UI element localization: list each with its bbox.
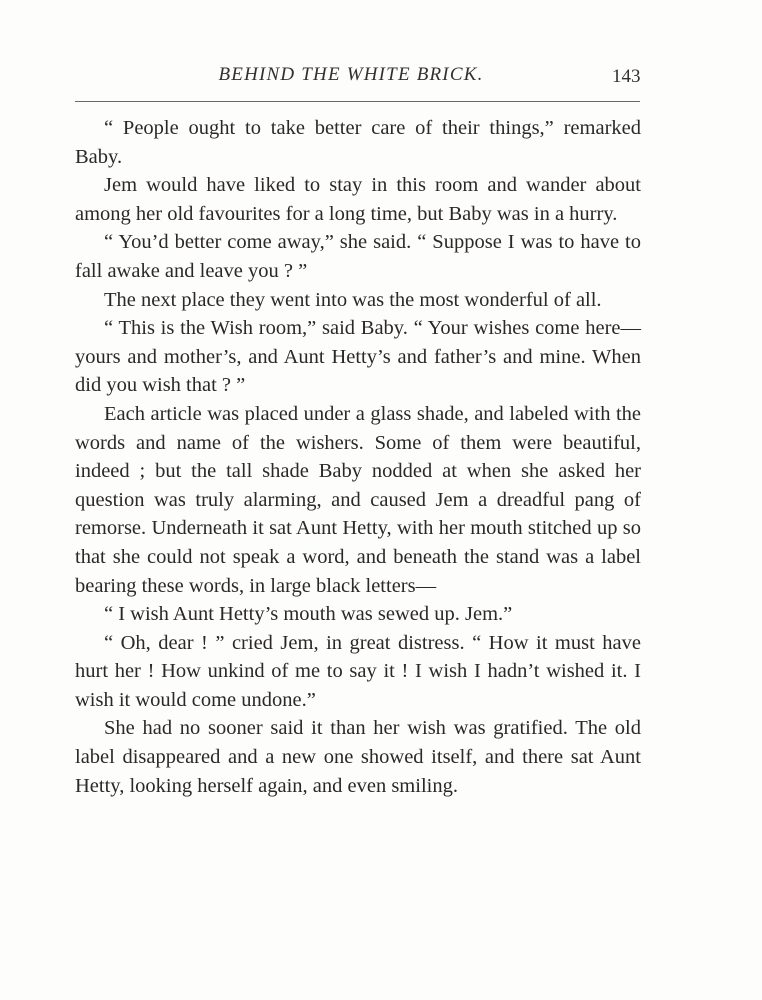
body-text [75,114,641,800]
paragraph-5: “ This is the Wish room,” said Baby. “ Your wishes come here—yours and mother’s, and Aunt Hetty’s and father’s and mine. When did you wish that ? ” [75,317,641,397]
paragraph-2: Jem would have liked to stay in this room and wander about among her old favourites for a long time, but Baby was in a hurry. [75,174,641,225]
paragraph-7: “ I wish Aunt Hetty’s mouth was sewed up. Jem.” [104,603,513,626]
paragraph-3: “ You’d better come away,” she said. “ Suppose I was to have to fall awake and leave you ? ” [75,231,641,282]
running-title: BEHIND THE WHITE BRICK. [218,64,484,85]
paragraph-4: The next place they went into was the most wonderful of all. [104,288,602,311]
running-head [0,60,762,96]
paragraph-8: “ Oh, dear ! ” cried Jem, in great distress. “ How it must have hurt her ! How unkind of me to say it ! I wish I hadn’t wished it. I wish it would come undone.” [75,631,641,711]
page-number: 143 [612,66,641,87]
header-rule [75,101,640,102]
paragraph-9: She had no sooner said it than her wish was gratified. The old label disappeared and a new one showed itself, and there sat Aunt Hetty, looking herself again, and even smiling. [75,717,641,797]
paragraph-6: Each article was placed under a glass shade, and labeled with the words and name of the wishers. Some of them were beautiful, indeed ; but the tall shade Baby nodded at when she asked her question was truly alarming, and caused Jem a dreadful pang of remorse. Underneath it sat Aunt Hetty, with her mouth stitched up so that she could not speak a word, and beneath the stand was a label bearing these words, in large black letters— [75,402,641,597]
paragraph-1: “ People ought to take better care of their things,” remarked Baby. [75,117,641,168]
